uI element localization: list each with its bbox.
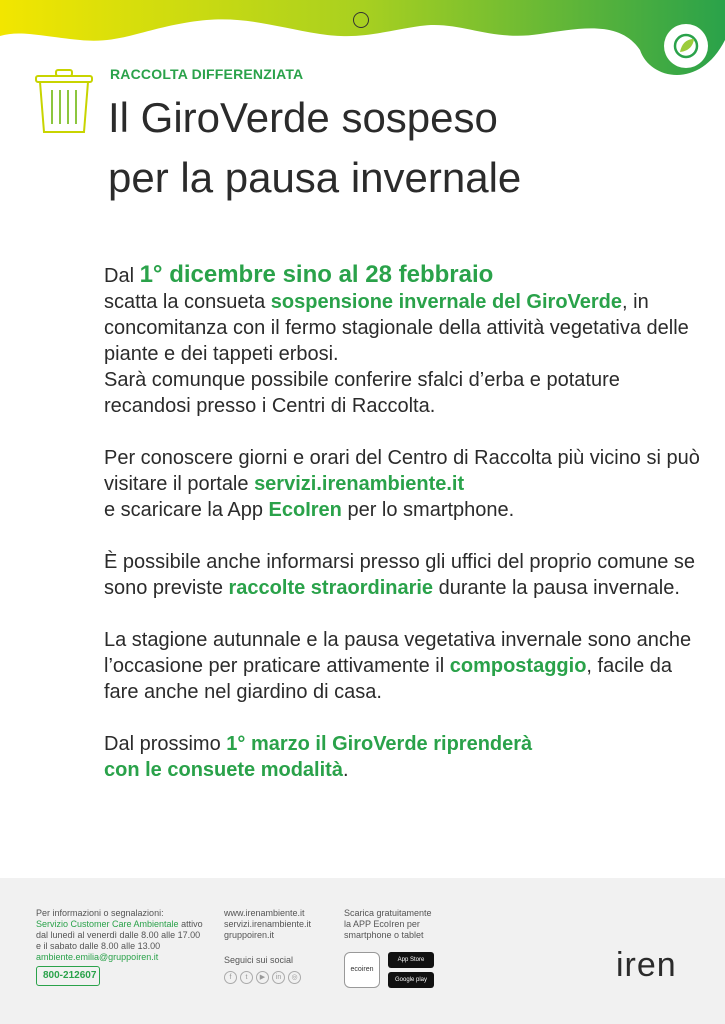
- email-link[interactable]: ambiente.emilia@gruppoiren.it: [36, 952, 159, 962]
- highlight-dates: 1° dicembre sino al 28 febbraio: [139, 261, 494, 288]
- trash-bin-icon: [34, 66, 94, 136]
- highlight-modalities: con le consuete modalità: [104, 759, 343, 781]
- web-links: [224, 908, 311, 941]
- paragraph-3: [104, 549, 704, 601]
- contact-line: attivo: [178, 919, 203, 929]
- app-name: EcoIren: [268, 499, 342, 521]
- website-link[interactable]: gruppoiren.it: [224, 930, 275, 940]
- circle-mark: [353, 12, 369, 28]
- text: e scaricare la App: [104, 499, 269, 521]
- contact-line: dal lunedì al venerdì dalle 8.00 alle 17.00: [36, 930, 201, 940]
- text: Dal: [104, 265, 140, 287]
- instagram-icon[interactable]: ◎: [288, 971, 301, 984]
- twitter-icon[interactable]: t: [240, 971, 253, 984]
- service-name: Servizio Customer Care Ambientale: [36, 919, 179, 929]
- paragraph-5: [104, 731, 704, 783]
- paragraph-1: [104, 262, 704, 419]
- website-link[interactable]: www.irenambiente.it: [224, 908, 305, 918]
- highlight-extraordinary: raccolte straordinarie: [228, 577, 434, 599]
- highlight-suspension: sospensione invernale del GiroVerde: [270, 291, 623, 313]
- paragraph-4: [104, 627, 704, 705]
- text: in concomitanza con il fermo stagionale della attività vegetativa delle piante e dei tappeti erbosi.: [104, 291, 689, 365]
- text: Dal prossimo: [104, 733, 227, 755]
- text: È possibile anche informarsi presso gli uffici del proprio comune se sono previste: [104, 551, 696, 599]
- facebook-icon[interactable]: f: [224, 971, 237, 984]
- title-line-2: per la pausa invernale: [108, 154, 522, 201]
- text: La stagione autunnale e la pausa vegetativa invernale sono anche l’occasione per praticare attivamente il: [104, 629, 692, 677]
- linkedin-icon[interactable]: in: [272, 971, 285, 984]
- text: scatta la consueta: [104, 291, 271, 313]
- youtube-icon[interactable]: ▶: [256, 971, 269, 984]
- app-line: la APP EcoIren per: [344, 919, 420, 929]
- category-label: RACCOLTA DIFFERENZIATA: [110, 66, 304, 82]
- ecoiren-app-icon[interactable]: ecoiren: [344, 952, 380, 988]
- text: durante la pausa invernale.: [433, 577, 680, 599]
- contact-line: Per informazioni o segnalazioni:: [36, 908, 164, 918]
- text: ,: [622, 291, 628, 313]
- contact-info: [36, 908, 216, 963]
- article-body: [104, 262, 704, 809]
- text: per lo smartphone.: [341, 499, 515, 521]
- text: , facile da fare anche nel giardino di casa.: [104, 655, 673, 703]
- google-play-badge[interactable]: Google play: [388, 972, 434, 988]
- portal-link[interactable]: servizi.irenambiente.it: [254, 473, 465, 495]
- app-line: Scarica gratuitamente: [344, 908, 432, 918]
- text: .: [342, 759, 349, 781]
- social-label: Seguici sui social: [224, 955, 294, 965]
- text: Sarà comunque possibile conferire sfalci d’erba e potature recandosi presso i Centri di Raccolta.: [104, 369, 620, 417]
- toll-free-phone[interactable]: 800-212607: [36, 966, 100, 986]
- highlight-restart: 1° marzo il GiroVerde riprenderà: [226, 733, 533, 755]
- website-link[interactable]: servizi.irenambiente.it: [224, 919, 312, 929]
- highlight-composting: compostaggio: [449, 655, 587, 677]
- app-store-badge[interactable]: App Store: [388, 952, 434, 968]
- iren-logo: iren: [616, 946, 677, 984]
- leaf-logo-icon: [664, 24, 708, 68]
- contact-line: e il sabato dalle 8.00 alle 13.00: [36, 941, 161, 951]
- paragraph-2: [104, 445, 704, 523]
- title-line-1: Il GiroVerde sospeso: [108, 94, 498, 141]
- app-line: smartphone o tablet: [344, 930, 424, 940]
- app-info: [344, 908, 432, 941]
- page-title: [108, 88, 708, 208]
- text: Per conoscere giorni e orari del Centro di Raccolta più vicino si può visitare il portale: [104, 447, 700, 495]
